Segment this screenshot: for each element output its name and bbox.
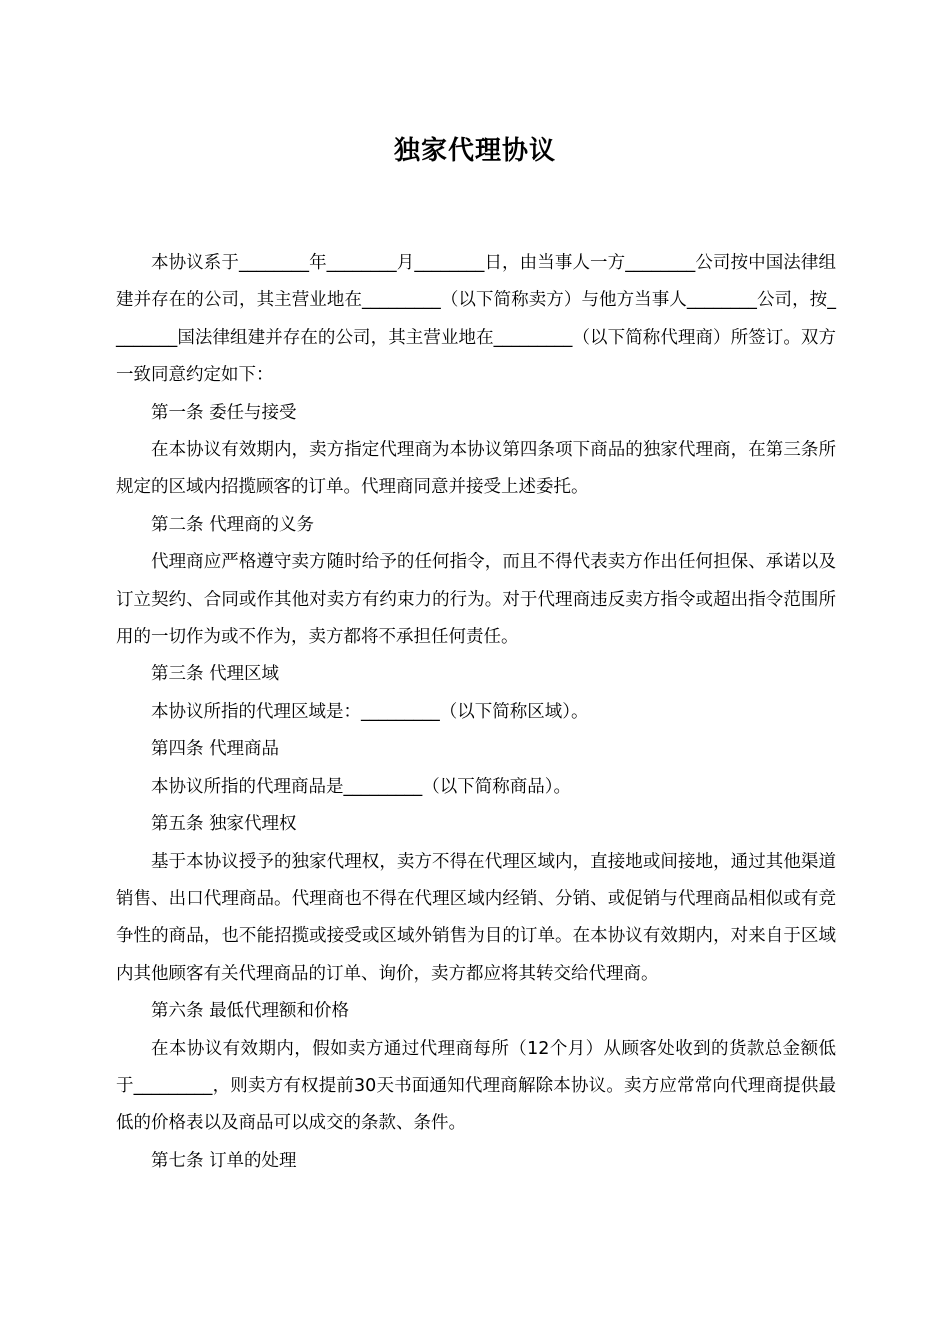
- article-3-heading: 第三条 代理区域: [151, 664, 280, 685]
- article-5-heading: 第五条 独家代理权: [151, 814, 297, 835]
- document-body: [116, 245, 836, 1180]
- article-2-heading: 第二条 代理商的义务: [151, 514, 315, 535]
- preamble-paragraph: 本协议系于________年________月________日，由当事人一方________公司按中国法律组建并存在的公司，其主营业地在_________（以下简称卖方）与他方当事人________公司，按________国法律组建并存在的公司，其主营业地在_________（以下简称代理商）所签订。双方一致同意约定如下：: [116, 253, 836, 386]
- article-2-paragraph: 代理商应严格遵守卖方随时给予的任何指令，而且不得代表卖方作出任何担保、承诺以及订立契约、合同或作其他对卖方有约束力的行为。对于代理商违反卖方指令或超出指令范围所用的一切作为或不作为，卖方都将不承担任何责任。: [116, 552, 836, 648]
- document-title: 独家代理协议: [393, 136, 556, 166]
- article-5-paragraph: 基于本协议授予的独家代理权，卖方不得在代理区域内，直接地或间接地，通过其他渠道销售、出口代理商品。代理商也不得在代理区域内经销、分销、或促销与代理商品相似或有竞争性的商品，也不能招揽或接受或区域外销售为目的订单。在本协议有效期内，对来自于区域内其他顾客有关代理商品的订单、询价，卖方都应将其转交给代理商。: [116, 851, 836, 984]
- article-6-heading: 第六条 最低代理额和价格: [151, 1001, 350, 1022]
- article-1-heading: 第一条 委任与接受: [151, 402, 297, 423]
- article-3-paragraph: 本协议所指的代理区域是：_________（以下简称区域）。: [151, 701, 589, 722]
- article-4-paragraph: 本协议所指的代理商品是_________（以下简称商品）。: [151, 776, 571, 797]
- article-1-paragraph: 在本协议有效期内，卖方指定代理商为本协议第四条项下商品的独家代理商，在第三条所规定的区域内招揽顾客的订单。代理商同意并接受上述委托。: [116, 440, 836, 498]
- article-7-heading: 第七条 订单的处理: [151, 1150, 297, 1171]
- article-4-heading: 第四条 代理商品: [151, 739, 280, 760]
- article-6-paragraph: 在本协议有效期内，假如卖方通过代理商每所（12个月）从顾客处收到的货款总金额低于_________，则卖方有权提前30天书面通知代理商解除本协议。卖方应常常向代理商提供最低的价格表以及商品可以成交的条款、条件。: [116, 1038, 836, 1134]
